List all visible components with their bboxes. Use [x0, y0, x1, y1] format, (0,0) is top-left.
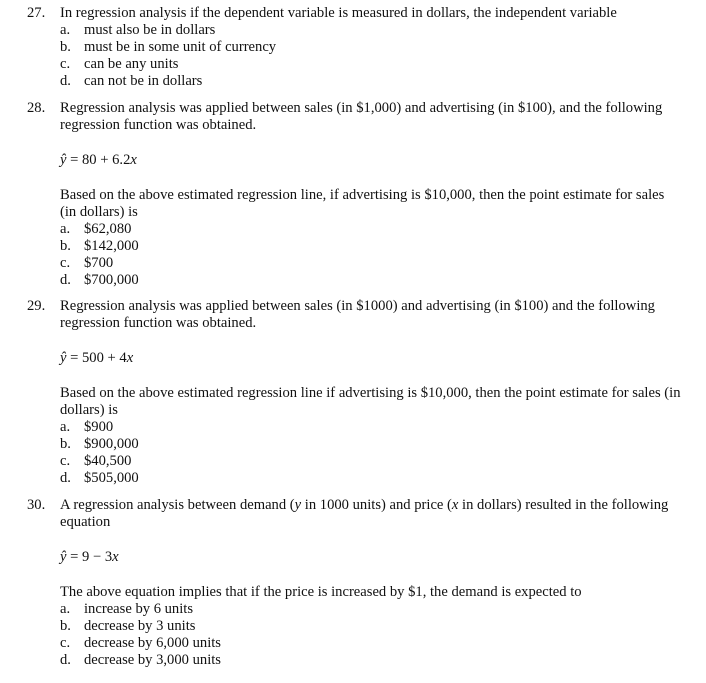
question-body	[60, 100, 700, 289]
question-number: 28.	[27, 100, 46, 116]
question-stem-line	[60, 497, 700, 514]
option-letter: a.	[60, 601, 71, 617]
option-letter: b.	[60, 39, 71, 55]
option-text: $900,000	[84, 436, 139, 452]
equation-yhat: ŷ	[60, 350, 67, 366]
option-letter: d.	[60, 73, 71, 89]
option-text: can not be in dollars	[84, 73, 203, 89]
equation-yhat: ŷ	[60, 549, 67, 565]
stem-text: Regression analysis was applied between sales (in $1000) and advertising (in $100) and the following	[60, 298, 655, 314]
regression-equation	[60, 549, 700, 566]
option-letter: a.	[60, 419, 71, 435]
stem-text: A regression analysis between demand (	[60, 497, 295, 513]
option-letter: b.	[60, 436, 71, 452]
option-letter: c.	[60, 635, 71, 651]
option-letter: d.	[60, 272, 71, 288]
question-prompt-line: The above equation implies that if the price is increased by $1, the demand is expected to	[60, 584, 582, 600]
answer-option	[60, 470, 700, 487]
answer-option	[60, 601, 700, 618]
option-letter: c.	[60, 255, 71, 271]
question-prompt-line: Based on the above estimated regression line if advertising is $10,000, then the point estimate for sales (in	[60, 385, 681, 401]
option-text: $40,500	[84, 453, 132, 469]
question-prompt-line: dollars) is	[60, 402, 118, 418]
question-prompt-line: Based on the above estimated regression line, if advertising is $10,000, then the point estimate for sales	[60, 187, 665, 203]
option-text: decrease by 3,000 units	[84, 652, 221, 668]
question-body	[60, 497, 700, 669]
equation-x: x	[126, 350, 134, 366]
question-stem-line	[60, 298, 700, 315]
question-body	[60, 298, 700, 487]
option-letter: d.	[60, 652, 71, 668]
option-text: must be in some unit of currency	[84, 39, 277, 55]
stem-text: equation	[60, 514, 111, 530]
option-text: can be any units	[84, 56, 179, 72]
option-text: decrease by 6,000 units	[84, 635, 221, 651]
equation-x: x	[112, 549, 119, 565]
question-number: 30.	[27, 497, 46, 513]
equation-x: x	[130, 152, 137, 168]
answer-option	[60, 56, 700, 73]
stem-text: in 1000 units) and price (	[301, 497, 452, 513]
equation-yhat: ŷ	[60, 152, 67, 168]
option-text: must also be in dollars	[84, 22, 216, 38]
math-variable: x	[451, 497, 459, 513]
answer-option	[60, 255, 700, 272]
question-stem-line	[60, 117, 700, 134]
stem-text: In regression analysis if the dependent variable is measured in dollars, the independent variable	[60, 5, 617, 21]
regression-equation	[60, 152, 700, 169]
answer-option	[60, 635, 700, 652]
option-letter: c.	[60, 453, 71, 469]
question-prompt-line: (in dollars) is	[60, 204, 138, 220]
math-variable: y	[294, 497, 302, 513]
option-letter: b.	[60, 618, 71, 634]
option-text: $900	[84, 419, 114, 435]
option-text: $700,000	[84, 272, 139, 288]
option-text: increase by 6 units	[84, 601, 194, 617]
answer-option	[60, 272, 700, 289]
equation-terms: = 9 − 3	[66, 549, 113, 565]
answer-option	[60, 419, 700, 436]
option-letter: a.	[60, 221, 71, 237]
question-number: 29.	[27, 298, 46, 314]
answer-option	[60, 652, 700, 669]
option-text: $62,080	[84, 221, 132, 237]
option-letter: b.	[60, 238, 71, 254]
regression-equation	[60, 350, 700, 367]
answer-option	[60, 238, 700, 255]
option-text: decrease by 3 units	[84, 618, 196, 634]
question-stem-line	[60, 315, 700, 332]
stem-text: Regression analysis was applied between sales (in $1,000) and advertising (in $100), and the following	[60, 100, 663, 116]
answer-option	[60, 453, 700, 470]
answer-option	[60, 618, 700, 635]
question-stem-line	[60, 514, 700, 531]
stem-text: in dollars) resulted in the following	[458, 497, 669, 513]
option-letter: a.	[60, 22, 71, 38]
answer-option	[60, 221, 700, 238]
answer-option	[60, 436, 700, 453]
option-text: $700	[84, 255, 114, 271]
option-text: $142,000	[84, 238, 139, 254]
stem-text: regression function was obtained.	[60, 117, 257, 133]
question-stem-line	[60, 100, 700, 117]
equation-terms: = 500 + 4	[66, 350, 127, 366]
option-text: $505,000	[84, 470, 139, 486]
answer-option	[60, 73, 700, 90]
stem-text: regression function was obtained.	[60, 315, 257, 331]
question-body	[60, 5, 700, 90]
option-letter: c.	[60, 56, 71, 72]
answer-option	[60, 39, 700, 56]
question-stem-line	[60, 5, 700, 22]
answer-option	[60, 22, 700, 39]
option-letter: d.	[60, 470, 71, 486]
equation-terms: = 80 + 6.2	[66, 152, 131, 168]
question-number: 27.	[27, 5, 46, 21]
